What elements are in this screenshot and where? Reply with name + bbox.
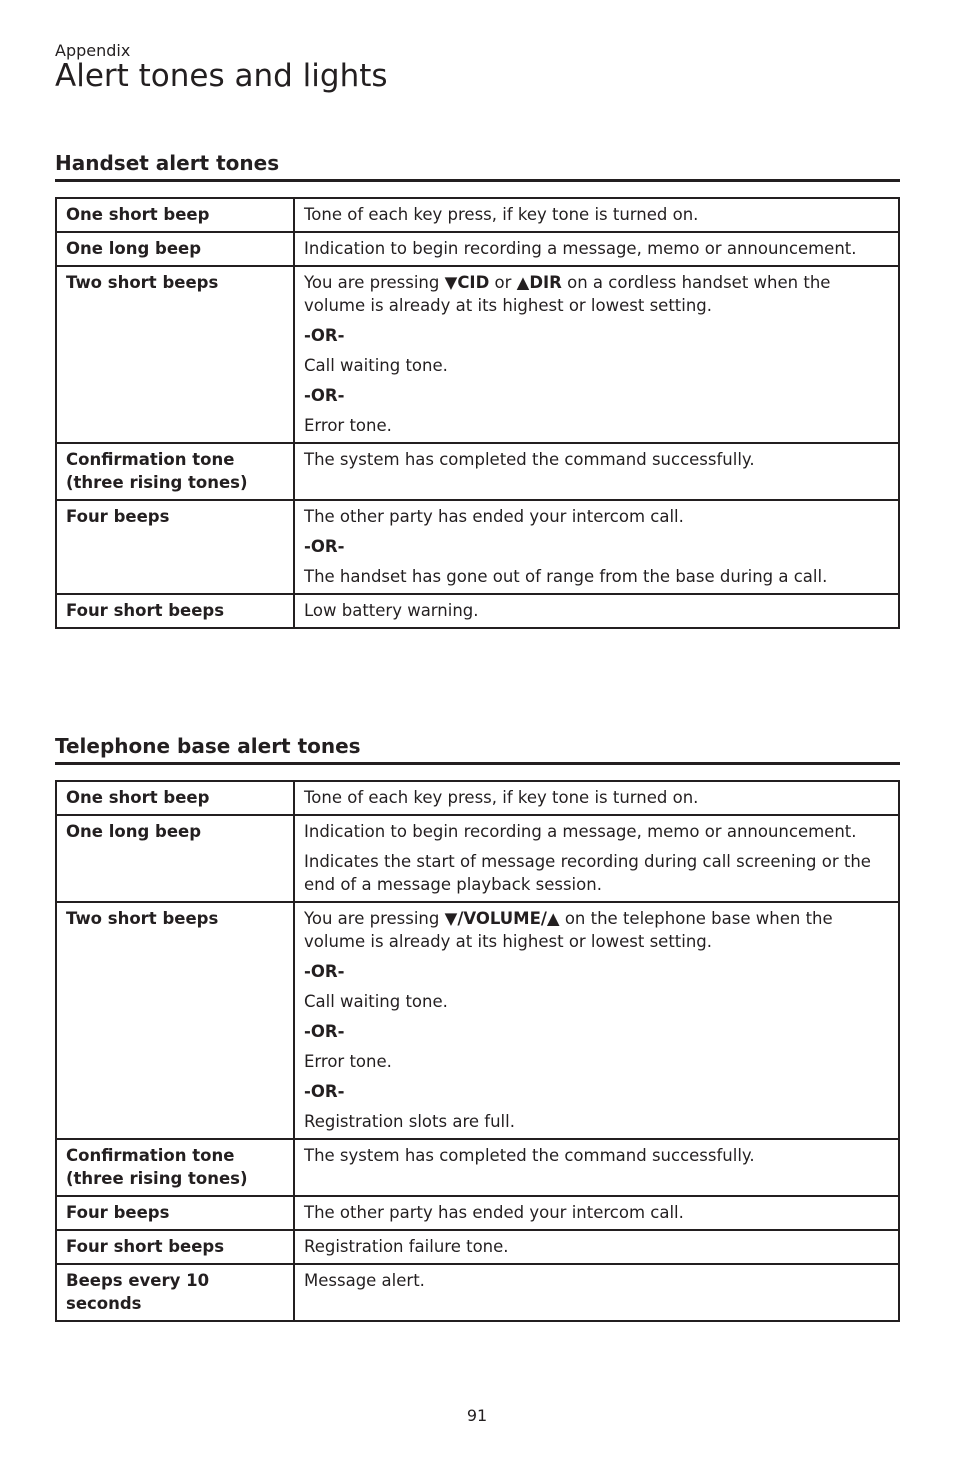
base-tones-table [55,780,900,1322]
table-row [56,266,899,443]
table-row [56,1196,899,1230]
tone-description: The other party has ended your intercom call. -OR- The handset has gone out of range from the base during a call. [294,500,899,594]
tone-name: Four beeps [56,500,294,594]
table-row [56,232,899,266]
tone-description: The system has completed the command successfully. [294,443,899,500]
tone-name: Confirmation tone (three rising tones) [56,443,294,500]
table-row [56,198,899,232]
or-separator: -OR- [304,1082,345,1101]
tone-name: One short beep [56,198,294,232]
tone-name: Two short beeps [56,902,294,1139]
or-separator: -OR- [304,1022,345,1041]
tone-name: Four beeps [56,1196,294,1230]
handset-section-heading: Handset alert tones [55,150,900,182]
tone-name: One short beep [56,781,294,815]
tone-name: One long beep [56,815,294,902]
tone-description: Registration failure tone. [294,1230,899,1264]
tone-description: You are pressing ▼CID or ▲DIR on a cordless handset when the volume is already at its highest or lowest setting. -OR- Call waiting tone. -OR- Error tone. [294,266,899,443]
page-title: Alert tones and lights [55,58,388,94]
table-row [56,815,899,902]
table-row [56,1139,899,1196]
tone-name: One long beep [56,232,294,266]
table-row [56,500,899,594]
tone-name: Two short beeps [56,266,294,443]
tone-description: Low battery warning. [294,594,899,628]
tone-description: Indication to begin recording a message, memo or announcement. [294,232,899,266]
tone-name: Confirmation tone (three rising tones) [56,1139,294,1196]
base-section-heading: Telephone base alert tones [55,733,900,765]
table-row [56,902,899,1139]
tone-description: Indication to begin recording a message, memo or announcement. Indicates the start of message recording during call screening or the end of a message playback session. [294,815,899,902]
or-separator: -OR- [304,537,345,556]
tone-description: The other party has ended your intercom call. [294,1196,899,1230]
handset-tones-table [55,197,900,629]
table-row [56,781,899,815]
table-row [56,1264,899,1321]
or-separator: -OR- [304,386,345,405]
tone-description: The system has completed the command successfully. [294,1139,899,1196]
tone-description: You are pressing ▼/VOLUME/▲ on the telephone base when the volume is already at its highest or lowest setting. -OR- Call waiting tone. -OR- Error tone. -OR- Registration slots are full. [294,902,899,1139]
cid-key-label: ▼CID [444,273,490,292]
tone-name: Four short beeps [56,594,294,628]
tone-name: Four short beeps [56,1230,294,1264]
or-separator: -OR- [304,326,345,345]
table-row [56,443,899,500]
table-row [56,1230,899,1264]
tone-description: Tone of each key press, if key tone is turned on. [294,781,899,815]
page-number: 91 [466,1406,488,1425]
tone-description: Message alert. [294,1264,899,1321]
volume-key-label: ▼/VOLUME/▲ [444,909,560,928]
tone-description: Tone of each key press, if key tone is turned on. [294,198,899,232]
table-row [56,594,899,628]
dir-key-label: ▲DIR [516,273,562,292]
tone-name: Beeps every 10 seconds [56,1264,294,1321]
or-separator: -OR- [304,962,345,981]
section-eyebrow: Appendix [55,41,131,60]
